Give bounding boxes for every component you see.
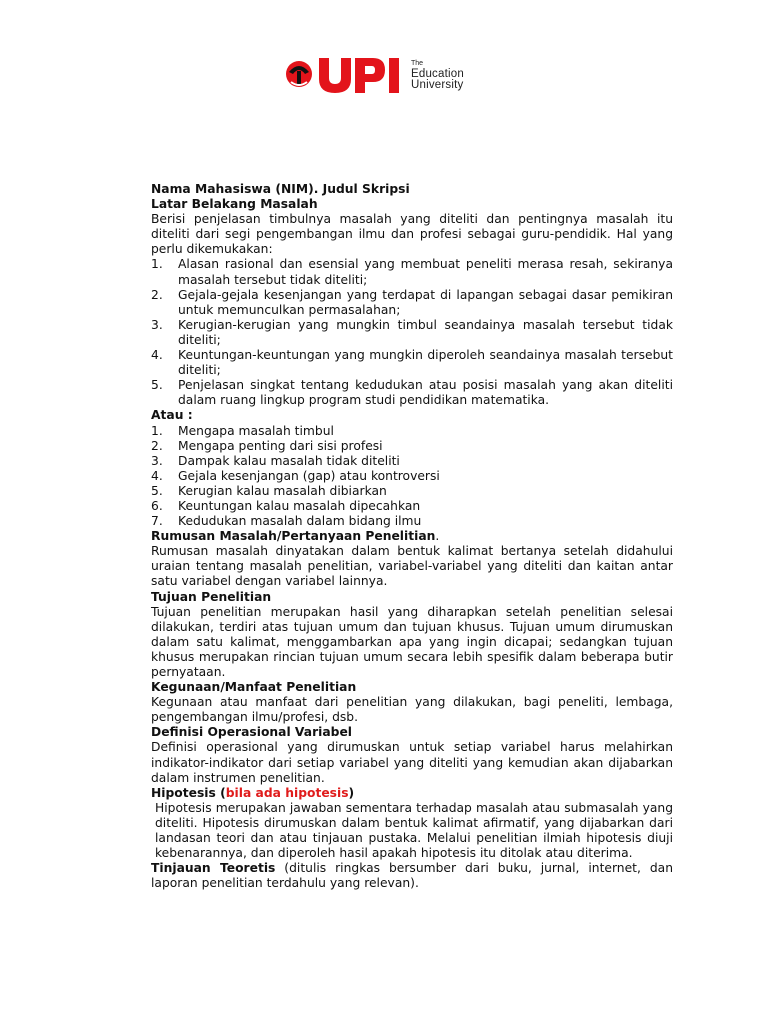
tinjauan-paragraph (151, 861, 673, 891)
list-number: 3. (151, 453, 163, 468)
upi-logo (285, 52, 464, 96)
list-item (151, 439, 673, 454)
list-item (151, 514, 673, 529)
heading-rumusan-masalah-wrap (151, 529, 673, 544)
list-item (151, 484, 673, 499)
paren-open: ( (215, 785, 226, 800)
list-text: Alasan rasional dan esensial yang membuat peneliti merasa resah, sekiranya masalah tersebut tidak diteliti; (178, 257, 673, 287)
list-number: 6. (151, 498, 163, 513)
hipotesis-note: bila ada hipotesis (225, 785, 349, 800)
list-text: Keuntungan kalau masalah dipecahkan (178, 498, 421, 513)
list-item (151, 288, 673, 318)
tinjauan-body: (ditulis ringkas bersumber dari buku, jurnal, internet, dan laporan penelitian terdahulu yang relevan). (151, 861, 673, 891)
document-title: Nama Mahasiswa (NIM). Judul Skripsi (151, 182, 410, 196)
list-item (151, 454, 673, 469)
list-text: Gejala-gejala kesenjangan yang terdapat di lapangan sebagai dasar pemikiran untuk memunculkan permasalahan; (178, 287, 673, 317)
list-item (151, 469, 673, 484)
atau-label: Atau : (151, 408, 193, 423)
list-number: 1. (151, 423, 163, 438)
atau-list (151, 424, 673, 530)
tagline-line2: Education (411, 67, 464, 80)
heading-kegunaan: Kegunaan/Manfaat Penelitian (151, 680, 357, 695)
upi-emblem-icon (285, 52, 407, 96)
rumusan-masalah-body: Rumusan masalah dinyatakan dalam bentuk kalimat bertanya setelah didahului uraian tentang masalah penelitian, variabel-variabel yang diteliti dan kaitan antar satu variabel dengan variabel lainnya. (151, 544, 673, 589)
list-item (151, 348, 673, 378)
document-body (151, 182, 673, 891)
latar-belakang-list (151, 257, 673, 408)
list-item (151, 424, 673, 439)
list-text: Gejala kesenjangan (gap) atau kontroversi (178, 468, 440, 483)
heading-hipotesis-wrap (151, 786, 673, 801)
list-item (151, 499, 673, 514)
tagline-line1: The (411, 59, 424, 67)
list-text: Dampak kalau masalah tidak diteliti (178, 453, 400, 468)
list-text: Kerugian kalau masalah dibiarkan (178, 483, 387, 498)
university-tagline (411, 58, 464, 91)
tagline-line3: University (411, 78, 464, 91)
kegunaan-body: Kegunaan atau manfaat dari penelitian yang dilakukan, bagi peneliti, lembaga, pengembangan ilmu/profesi, dsb. (151, 695, 673, 725)
heading-tinjauan: Tinjauan Teoretis (151, 861, 276, 876)
definisi-body: Definisi operasional yang dirumuskan untuk setiap variabel harus melahirkan indikator-indikator dari setiap variabel yang diteliti yang kemudian akan dijabarkan dalam instrumen penelitian. (151, 740, 673, 785)
list-number: 2. (151, 287, 163, 302)
list-item (151, 257, 673, 287)
list-number: 5. (151, 378, 163, 393)
list-number: 4. (151, 468, 163, 483)
list-text: Keuntungan-keuntungan yang mungkin diperoleh seandainya masalah tersebut diteliti; (178, 348, 673, 378)
heading-tujuan: Tujuan Penelitian (151, 589, 272, 604)
heading-hipotesis: Hipotesis (151, 785, 216, 800)
heading-suffix: . (435, 529, 440, 544)
list-number: 3. (151, 317, 163, 332)
list-text: Mengapa masalah timbul (178, 423, 334, 438)
paren-close: ) (348, 785, 355, 800)
list-number: 4. (151, 348, 163, 363)
list-text: Penjelasan singkat tentang kedudukan atau posisi masalah yang akan diteliti dalam ruang lingkup program studi pendidikan matematika. (178, 378, 673, 408)
tujuan-body: Tujuan penelitian merupakan hasil yang diharapkan setelah penelitian selesai dilakukan, terdiri atas tujuan umum dan tujuan khusus. Tujuan umum dirumuskan dalam satu kalimat, menggambarkan apa yang ingin dicapai; sedangkan tujuan khusus merupakan rincian tujuan umum secara lebih spesifik dalam beberapa butir pernyataan. (151, 604, 673, 679)
list-number: 1. (151, 257, 163, 272)
list-text: Mengapa penting dari sisi profesi (178, 438, 383, 453)
heading-latar-belakang: Latar Belakang Masalah (151, 197, 318, 212)
list-text: Kerugian-kerugian yang mungkin timbul seandainya masalah tersebut tidak diteliti; (178, 317, 673, 347)
list-item (151, 318, 673, 348)
list-item (151, 378, 673, 408)
list-number: 5. (151, 483, 163, 498)
list-text: Kedudukan masalah dalam bidang ilmu (178, 514, 422, 529)
heading-rumusan-masalah: Rumusan Masalah/Pertanyaan Penelitian (151, 529, 436, 544)
list-number: 7. (151, 514, 163, 529)
hipotesis-body: Hipotesis merupakan jawaban sementara terhadap masalah atau submasalah yang diteliti. Hipotesis dirumuskan dalam bentuk kalimat afirmatif, yang dijabarkan dari landasan teori dan atau tinjauan pustaka. Melalui penelitian ilmiah hipotesis diuji kebenarannya, dan diperoleh hasil apakah hipotesis itu ditolak atau diterima. (155, 800, 673, 861)
heading-definisi: Definisi Operasional Variabel (151, 725, 353, 740)
list-number: 2. (151, 438, 163, 453)
latar-belakang-intro: Berisi penjelasan timbulnya masalah yang diteliti dan pentingnya masalah itu diteliti dari segi pengembangan ilmu dan profesi sebagai guru-pendidik. Hal yang perlu dikemukakan: (151, 212, 673, 257)
